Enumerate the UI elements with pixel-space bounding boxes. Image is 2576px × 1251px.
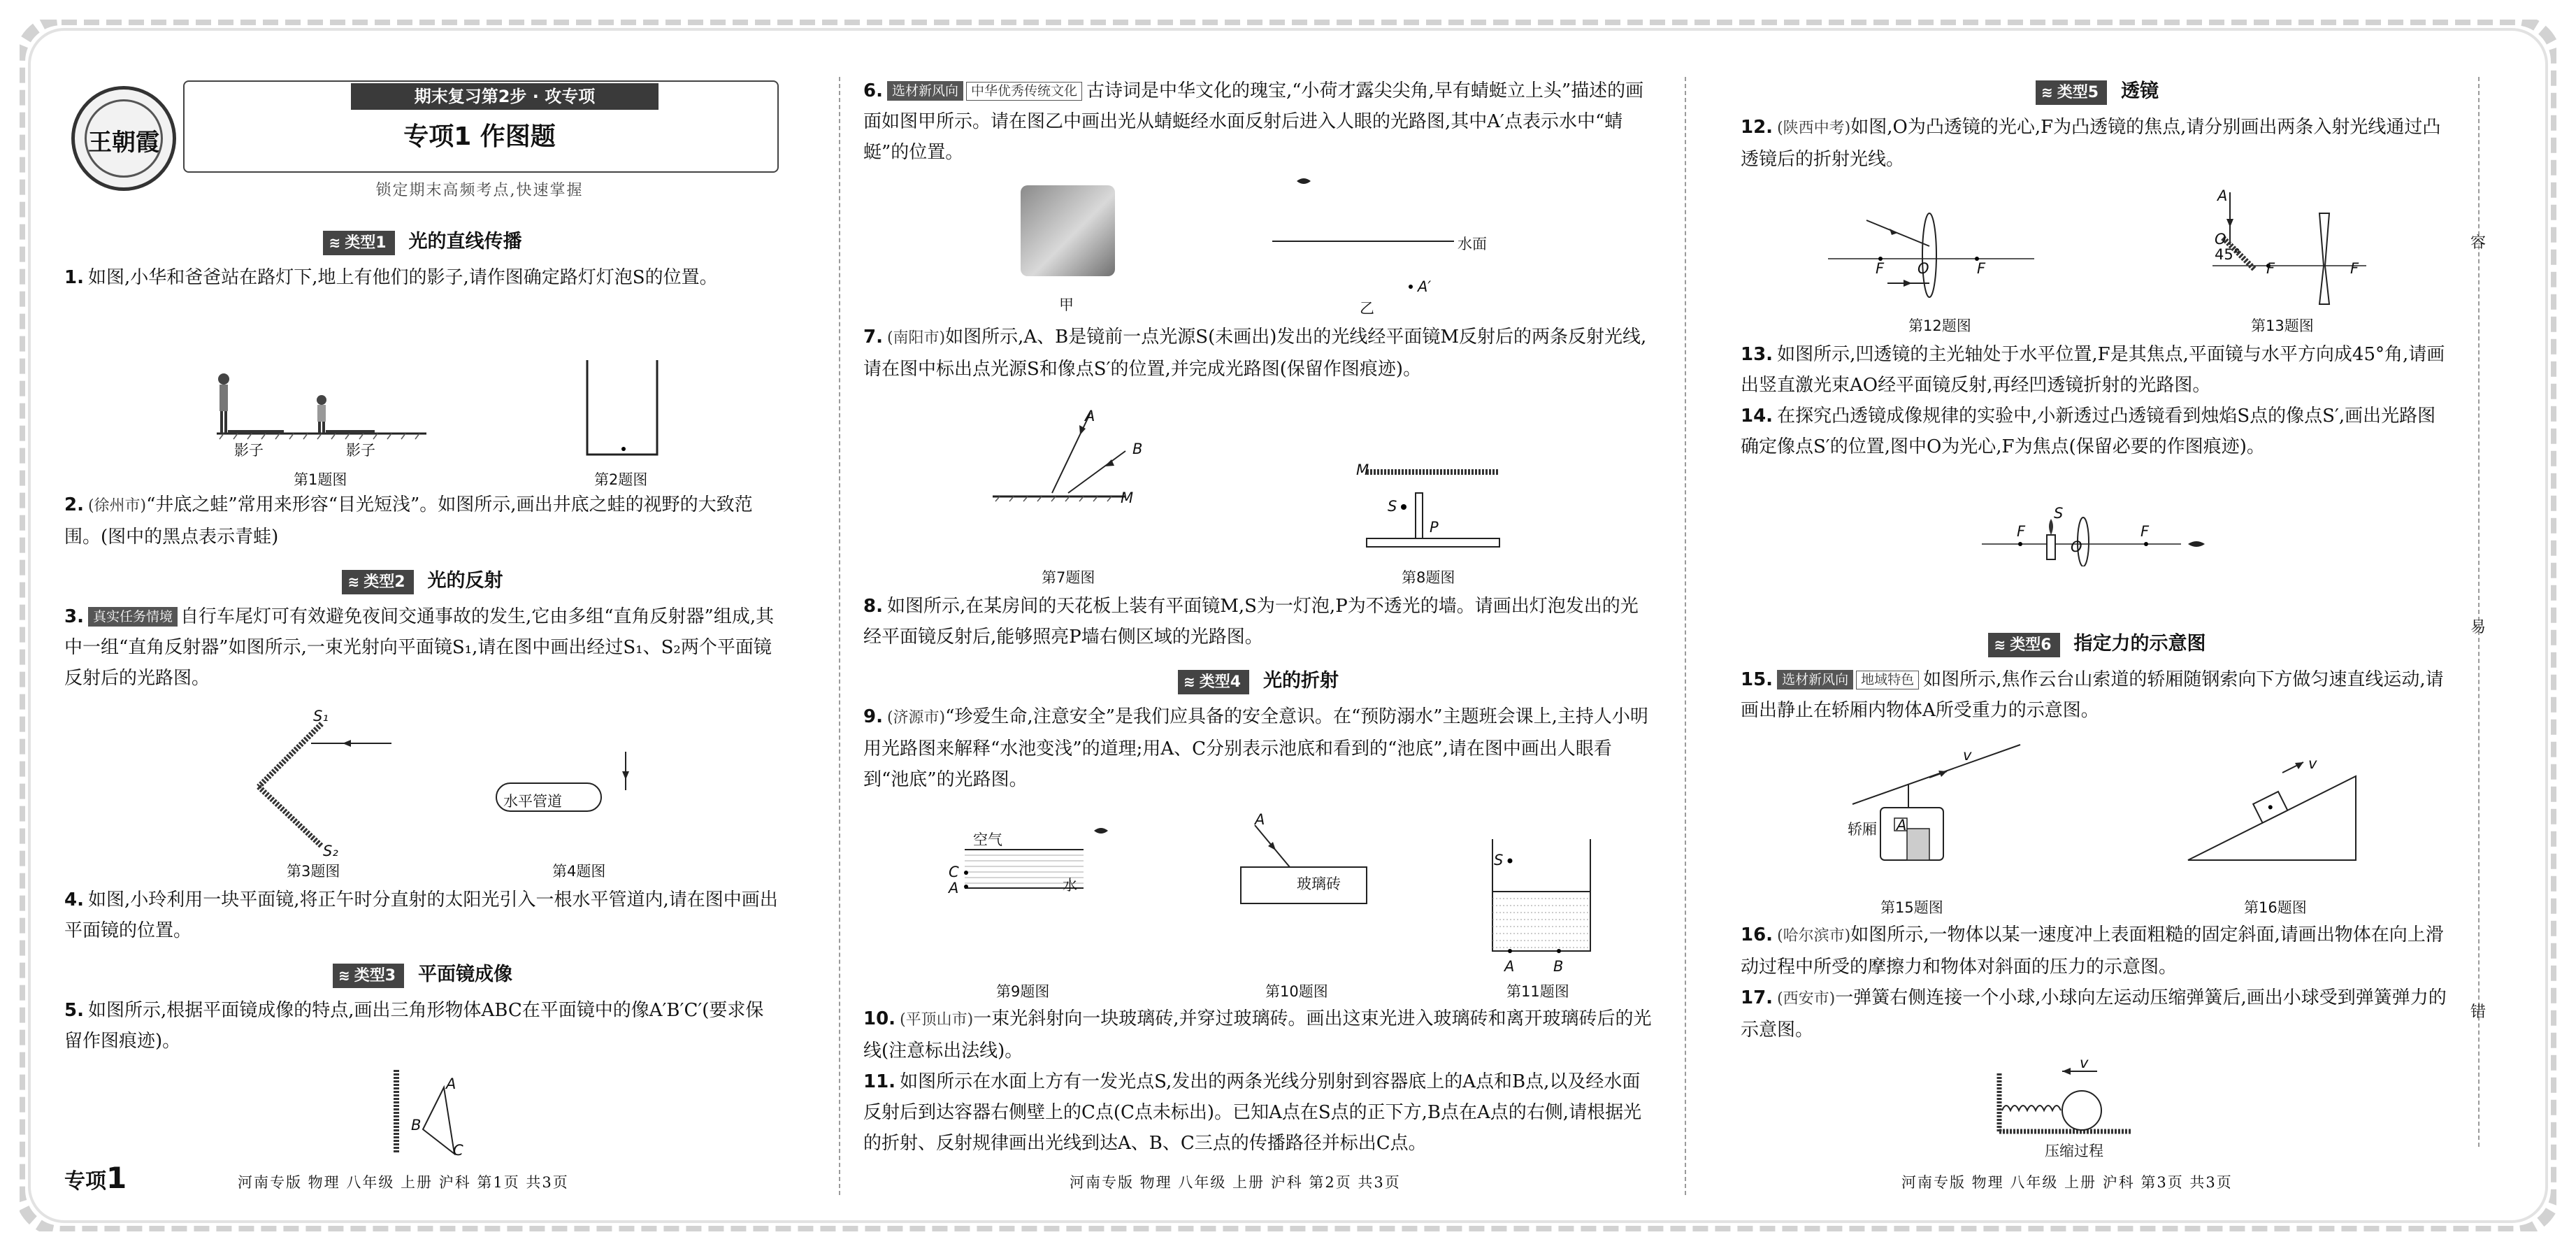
footer-page3: 河南专版 物理 八年级 上册 沪科 第3页 共3页 [1901, 1174, 2233, 1191]
fig14-f1: F [2017, 523, 2026, 540]
question-10: 10. (平顶山市)一束光斜射向一块玻璃砖,并穿过玻璃砖。画出这束光进入玻璃砖和离开玻璃砖后的光线(注意标出法线)。 [863, 1008, 1652, 1061]
fig11-s: S [1494, 852, 1504, 868]
logo-text: 王朝霞 [88, 129, 159, 157]
question-12: 12. (陕西中考)如图,O为凸透镜的光心,F为凸透镜的焦点,请分别画出两条入射光线通过凸透镜后的折射光线。 [1741, 117, 2441, 170]
side-mark: 易 [2470, 619, 2486, 636]
fig13-angle: 45° [2215, 246, 2241, 263]
person-child-icon [317, 395, 326, 434]
page-title: 专项1 作图题 [403, 122, 556, 151]
fig13-caption: 第13题图 [2251, 317, 2314, 334]
fig12-f2: F [1977, 260, 1986, 277]
fig1-shadow-a: 影子 [234, 442, 264, 459]
fig10-glass: 玻璃砖 [1297, 875, 1341, 892]
fig5-b: B [411, 1117, 422, 1134]
fig12-o: O [1917, 260, 1929, 277]
figure-4 [489, 748, 636, 825]
side-mark: 错 [2470, 1003, 2486, 1021]
fig15-a: A [1897, 817, 1907, 834]
fig6-dragonfly-photo [1021, 185, 1115, 276]
fig4-caption: 第4题图 [552, 863, 606, 880]
subtitle: 锁定期末高频考点,快速掌握 [375, 182, 584, 199]
fig3-caption: 第3题图 [287, 863, 340, 880]
section-type2: ≋ 类型2 光的反射 [64, 565, 781, 594]
fig5-a: A [446, 1075, 456, 1092]
question-6: 6. 选材新风向 中华优秀传统文化 古诗词是中华文化的瑰宝,“小荷才露尖尖角,早有蜻蜓立上头”描述的画面如图甲所示。请在图乙中画出光从蜻蜓经水面反射后进入人眼的光路图,其中A′点表示水中“蜻蜓”的位置。 [863, 80, 1644, 163]
fig15-caption: 第15题图 [1880, 899, 1943, 916]
figure-6-yi [1272, 171, 1482, 290]
logo-seal [71, 86, 176, 191]
fig3-s2: S₂ [323, 843, 338, 859]
fig15-cabin: 轿厢 [1848, 821, 1877, 838]
question-14: 14. 在探究凸透镜成像规律的实验中,小新透过凸透镜看到烛焰S点的像点S′,画出光路图确定像点S′的位置,图中O为光心,F为焦点(保留必要的作图痕迹)。 [1741, 406, 2436, 457]
fig8-s: S [1388, 498, 1397, 515]
fig11-b: B [1553, 958, 1564, 975]
page-corner-label: 专项1 [64, 1161, 127, 1195]
question-15: 15. 选材新风向 地域特色 如图所示,焦作云台山索道的轿厢随钢索向下方做匀速直线运动,请画出静止在轿厢内物体A所受重力的示意图。 [1741, 669, 2444, 721]
question-13: 13. 如图所示,凹透镜的主光轴处于水平位置,F是其焦点,平面镜与水平方向成45°角,请画出竖直激光束AO经平面镜反射,再经凹透镜折射的光路图。 [1741, 344, 2445, 396]
footer-page1: 河南专版 物理 八年级 上册 沪科 第1页 共3页 [238, 1174, 569, 1191]
question-1: 1. 如图,小华和爸爸站在路灯下,地上有他们的影子,请作图确定路灯灯泡S的位置。 [64, 267, 718, 288]
step-banner: 期末复习第2步 · 攻专项 [351, 83, 659, 110]
fig14-s: S [2054, 505, 2064, 522]
question-11: 11. 如图所示在水面上方有一发光点S,发出的两条光线分别射到容器底上的A点和B点,以及经水面反射后到达容器右侧壁上的C点(C点未标出)。已知A点在S点的正下方,B点在A点的右侧,请根据光的折射、反射规律画出光线到达A、B、C三点的传播路径并标出C点。 [863, 1071, 1642, 1154]
fig1-shadow-b: 影子 [346, 442, 375, 459]
figure-15 [1845, 741, 2027, 867]
question-2: 2. (徐州市)“井底之蛙”常用来形容“目光短浅”。如图所示,画出井底之蛙的视野的大致范围。(图中的黑点表示青蛙) [64, 494, 753, 548]
section-type1: ≋ 类型1 光的直线传播 [64, 226, 781, 255]
fig9-air: 空气 [973, 831, 1002, 848]
figure-7 [986, 406, 1167, 510]
fig10-a: A [1255, 811, 1265, 828]
fig6-yi: 乙 [1360, 300, 1374, 317]
eye-icon [2188, 541, 2205, 547]
fig15-v: v [1963, 747, 1972, 764]
figure-11 [1489, 836, 1594, 962]
fig7-caption: 第7题图 [1042, 569, 1095, 586]
fig6-a: A′ [1418, 278, 1432, 295]
fig13-o: O [2215, 231, 2226, 248]
eye-icon [1094, 828, 1108, 834]
figure-8 [1363, 462, 1503, 552]
fig5-c: C [453, 1142, 463, 1159]
fig6-water: 水面 [1458, 236, 1487, 252]
figure-16 [2181, 748, 2363, 867]
question-16: 16. (哈尔滨市)如图所示,一物体以某一速度冲上表面粗糙的固定斜面,请画出物体在向上滑动过程中所受的摩擦力和物体对斜面的压力的示意图。 [1741, 924, 2444, 978]
fig12-f1: F [1876, 260, 1885, 277]
section-type6: ≋ 类型6 指定力的示意图 [1741, 628, 2454, 657]
fig12-caption: 第12题图 [1908, 317, 1971, 334]
person-dad-icon [218, 373, 229, 434]
fig8-caption: 第8题图 [1402, 569, 1455, 586]
fig9-a: A [949, 880, 959, 896]
figure-14 [1978, 503, 2209, 566]
fig8-p: P [1430, 519, 1439, 536]
figure-3 [238, 710, 398, 850]
section-type4: ≋ 类型4 光的折射 [863, 665, 1653, 694]
question-9: 9. (济源市)“珍爱生命,注意安全”是我们应具备的安全意识。在“预防溺水”主题班会课上,主持人小明用光路图来解释“水池变浅”的道理;用A、C分别表示池底和看到的“池底”,请在图中画出人眼看到“池底”的光路图。 [863, 706, 1648, 790]
question-17: 17. (西安市)一弹簧右侧连接一个小球,小球向左运动压缩弹簧后,画出小球受到弹簧弹力的示意图。 [1741, 987, 2447, 1041]
fig11-caption: 第11题图 [1506, 983, 1569, 1000]
column-divider [1685, 77, 1686, 1195]
fig13-f1: F [2266, 260, 2275, 277]
side-mark: 容 [2470, 234, 2486, 252]
figure-17 [1992, 1056, 2132, 1136]
question-3: 3. 真实任务情境 自行车尾灯可有效避免夜间交通事故的发生,它由多组“直角反射器”组成,其中一组“直角反射器”如图所示,一束光射向平面镜S₁,请在图中画出经过S₁、S₂两个平面镜反射后的光路图。 [64, 606, 775, 689]
section-title: 光的直线传播 [408, 231, 522, 252]
fig14-o: O [2071, 538, 2082, 555]
section-type5: ≋ 类型5 透镜 [1741, 76, 2454, 105]
fig11-a: A [1504, 958, 1515, 975]
fig9-water: 水 [1063, 877, 1077, 894]
fig13-a: A [2217, 187, 2228, 204]
figure-2 [580, 357, 664, 462]
question-4: 4. 如图,小玲利用一块平面镜,将正午时分直射的太阳光引入一根水平管道内,请在图中画出平面镜的位置。 [64, 889, 778, 941]
question-5: 5. 如图所示,根据平面镜成像的特点,画出三角形物体ABC在平面镜中的像A′B′C′(要求保留作图痕迹)。 [64, 1000, 764, 1052]
section-badge: 类型1 [345, 234, 387, 252]
fig8-m: M [1356, 462, 1369, 478]
column-divider [839, 77, 840, 1195]
fig9-caption: 第9题图 [996, 983, 1050, 1000]
fig16-caption: 第16题图 [2244, 899, 2307, 916]
fig14-f2: F [2140, 523, 2150, 540]
fig4-pipe: 水平管道 [503, 793, 562, 810]
fig17-caption: 压缩过程 [2045, 1143, 2103, 1159]
figure-12 [1825, 203, 2041, 301]
fig3-s1: S₁ [313, 708, 329, 724]
fig7-a: A [1085, 408, 1095, 424]
eye-icon [1297, 178, 1311, 184]
fig17-v: v [2080, 1055, 2089, 1071]
question-7: 7. (南阳市)如图所示,A、B是镜前一点光源S(未画出)发出的光线经平面镜M反射后的两条反射光线,请在图中标出点光源S和像点S′的位置,并完成光路图(保留作图痕迹)。 [863, 327, 1647, 380]
fig7-b: B [1132, 441, 1143, 457]
section-type3: ≋ 类型3 平面镜成像 [64, 959, 781, 988]
fig9-c: C [949, 864, 959, 880]
footer-page2: 河南专版 物理 八年级 上册 沪科 第2页 共3页 [1070, 1174, 1401, 1191]
fig7-m: M [1121, 489, 1134, 506]
header-block [64, 80, 781, 206]
fig2-caption: 第2题图 [594, 471, 648, 488]
fig10-caption: 第10题图 [1265, 983, 1328, 1000]
fig6-jia: 甲 [1059, 296, 1074, 313]
question-8: 8. 如图所示,在某房间的天花板上装有平面镜M,S为一灯泡,P为不透光的墙。请画出灯泡发出的光经平面镜反射后,能够照亮P墙右侧区域的光路图。 [863, 596, 1639, 648]
fig16-v: v [2308, 755, 2317, 772]
fig13-f2: F [2350, 260, 2359, 277]
fig1-caption: 第1题图 [294, 471, 347, 488]
